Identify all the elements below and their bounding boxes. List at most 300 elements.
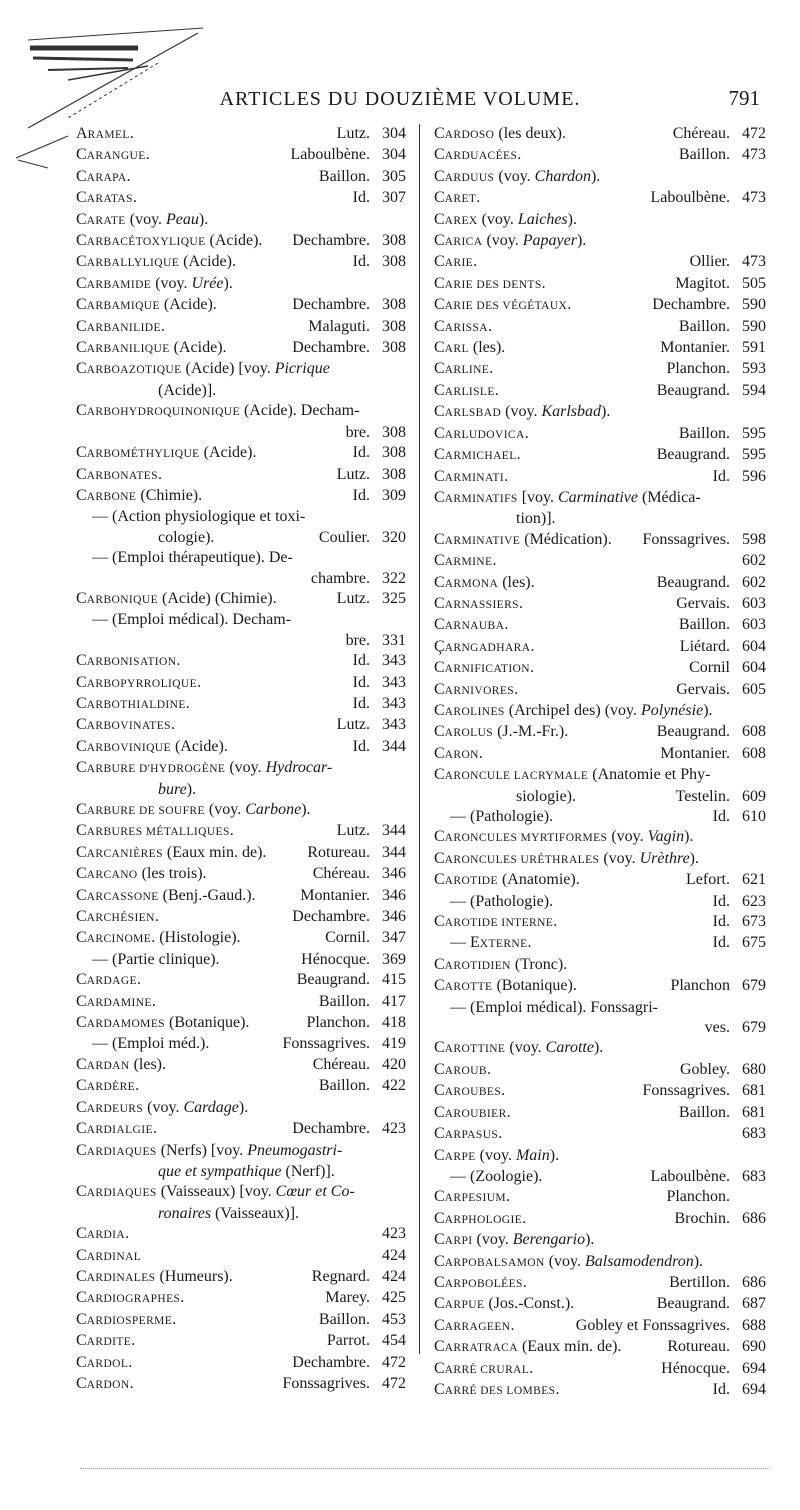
entry-author: Beaugrand. (296, 971, 370, 989)
entry-author: Id. (712, 1380, 730, 1398)
index-entry-line (434, 787, 766, 807)
index-entry-line (76, 1162, 406, 1182)
entry-heading: CARBONISATION. (76, 652, 181, 670)
entry-page-number: 331 (382, 631, 406, 649)
index-entry (434, 145, 766, 166)
entry-author: Cornil. (325, 929, 370, 947)
entry-heading: CAROUBES. (434, 1082, 506, 1100)
index-entry-line (76, 465, 406, 486)
entry-author: Coulier. (318, 528, 370, 546)
entry-heading: — (Emploi thérapeutique). De- (92, 549, 293, 567)
index-entry (434, 252, 766, 273)
index-entry-line (434, 551, 766, 572)
entry-heading: CARNIVORES. (434, 680, 519, 698)
entry-author: Rotureau. (667, 1338, 730, 1356)
entry-heading: CARMINATIFS [voy. Carminative (Médica- (434, 488, 701, 506)
index-entry (434, 1124, 766, 1145)
index-entry-line (76, 1182, 406, 1203)
index-entry (434, 701, 766, 722)
index-entry (76, 673, 406, 694)
entry-page-number: 603 (742, 616, 766, 634)
index-entry-line (434, 615, 766, 636)
entry-heading: CARBOMÉTHYLIQUE (Acide). (76, 444, 257, 462)
index-entry (76, 274, 406, 295)
entry-page-number: 686 (742, 1209, 766, 1227)
entry-heading: CARDINAL (76, 1246, 142, 1264)
index-entry-line (434, 976, 766, 997)
index-entry-line (434, 680, 766, 701)
index-entry-line (434, 167, 766, 188)
index-entry-line (434, 1060, 766, 1081)
entry-page-number: 343 (382, 652, 406, 670)
entry-author: Id. (352, 253, 370, 271)
entry-author: Dechambre. (652, 296, 730, 314)
entry-heading: CARDIALGIE. (76, 1120, 157, 1138)
index-entry (434, 1380, 766, 1401)
entry-page-number: 621 (742, 871, 766, 889)
entry-heading: — (Pathologie). (450, 892, 554, 910)
index-entry-line (76, 673, 406, 694)
entry-heading: CARONCULE LACRYMALE (Anatomie et Phy- (434, 766, 711, 784)
entry-author: Planchon. (666, 1188, 730, 1206)
entry-page-number: 673 (742, 913, 766, 931)
entry-heading: CARBANILIQUE (Acide). (76, 339, 227, 357)
index-entry-line (76, 1098, 406, 1119)
entry-page-number: 473 (742, 253, 766, 271)
entry-author: Beaugrand. (656, 381, 730, 399)
entry-heading: CARLSBAD (voy. Karlsbad). (434, 403, 611, 421)
index-entry-line (434, 317, 766, 338)
index-entry (434, 1146, 766, 1167)
index-entry-line (434, 658, 766, 679)
entry-author: Id. (352, 694, 370, 712)
entry-heading: CARNAUBA. (434, 616, 509, 634)
index-entry-line (76, 1055, 406, 1076)
entry-heading: CARPESIUM. (434, 1188, 511, 1206)
index-entry (434, 827, 766, 848)
index-entry-line (434, 188, 766, 209)
entry-author: Dechambre. (292, 232, 370, 250)
entry-page-number: 694 (742, 1380, 766, 1398)
index-entry (434, 998, 766, 1039)
entry-heading: CARBOPYRROLIQUE. (76, 673, 202, 691)
index-entry-line (76, 1267, 406, 1288)
index-entry-line (76, 145, 406, 166)
index-entry-line (434, 252, 766, 273)
index-entry (76, 886, 406, 907)
index-entry-line (434, 231, 766, 252)
entry-page-number: 602 (742, 573, 766, 591)
entry-author: Dechambre. (292, 908, 370, 926)
index-entry-line (434, 467, 766, 488)
index-entry-line (434, 1294, 766, 1315)
index-entry (76, 800, 406, 821)
entry-heading: CARET. (434, 189, 481, 207)
entry-author: Liétard. (679, 637, 730, 655)
entry-author: Montanier. (300, 886, 370, 904)
index-entry (434, 1167, 766, 1187)
index-entry (434, 295, 766, 316)
entry-page-number: 596 (742, 467, 766, 485)
entry-page-number: 473 (742, 189, 766, 207)
index-entry (434, 1209, 766, 1230)
entry-heading: CARDIAQUES (Vaisseaux) [voy. Cœur et Co- (76, 1183, 355, 1201)
entry-heading: CARMINE. (434, 552, 497, 570)
entry-author: Gobley. (679, 1060, 730, 1078)
index-entry-line (76, 694, 406, 715)
index-entry (76, 1119, 406, 1140)
index-entry (434, 530, 766, 551)
index-entry (76, 1267, 406, 1288)
entry-heading: CARDOL. (76, 1353, 133, 1371)
index-entry-line (76, 1246, 406, 1267)
entry-author: Beaugrand. (656, 573, 730, 591)
index-entry (434, 424, 766, 445)
entry-page-number: 594 (742, 381, 766, 399)
index-entry (76, 252, 406, 273)
index-entry-line (76, 507, 406, 527)
index-entry (76, 1013, 406, 1034)
index-entry-line (76, 295, 406, 316)
index-entry-line (434, 1359, 766, 1380)
entry-author: Gervais. (676, 680, 730, 698)
index-entry-line (434, 1103, 766, 1124)
index-entry (76, 737, 406, 758)
entry-heading: CARDIAQUES (Nerfs) [voy. Pneumogastri- (76, 1141, 343, 1159)
entry-page-number: 598 (742, 530, 766, 548)
entry-author: Baillon. (678, 146, 730, 164)
entry-page-number: 424 (382, 1267, 406, 1285)
entry-heading: que et sympathique (Nerf)]. (158, 1162, 335, 1180)
index-entry (76, 970, 406, 991)
entry-page-number: 593 (742, 360, 766, 378)
entry-heading: CARCHÉSIEN. (76, 908, 159, 926)
index-entry-line (434, 530, 766, 551)
entry-page-number: 424 (382, 1246, 406, 1264)
entry-author: Planchon. (306, 1014, 370, 1032)
index-entry-line (434, 765, 766, 786)
entry-author: Brochin. (674, 1209, 730, 1227)
entry-heading: CARIE DES VÉGÉTAUX. (434, 296, 572, 314)
index-entry (76, 821, 406, 842)
index-entry (76, 1182, 406, 1224)
index-entry (434, 167, 766, 188)
entry-author: Beaugrand. (656, 723, 730, 741)
index-entry (76, 338, 406, 359)
entry-page-number: 322 (382, 569, 406, 587)
index-entry-line (434, 1380, 766, 1401)
entry-page-number: 418 (382, 1014, 406, 1032)
entry-heading: siologie). (516, 787, 576, 805)
entry-page-number: 346 (382, 886, 406, 904)
index-entry (76, 465, 406, 486)
entry-heading: CARPOBOLÉES. (434, 1273, 527, 1291)
entry-author: Hénocque. (301, 950, 370, 968)
entry-page-number: 595 (742, 424, 766, 442)
index-entry-line (76, 124, 406, 145)
index-entry-line (434, 424, 766, 445)
index-entry-line (434, 295, 766, 316)
index-entry-line (434, 955, 766, 976)
entry-heading: CAROTIDE (Anatomie). (434, 871, 580, 889)
index-entry-line (434, 1081, 766, 1102)
entry-page-number: 369 (382, 950, 406, 968)
entry-heading: (Acide)]. (158, 381, 217, 399)
index-entry (434, 445, 766, 466)
entry-author: Id. (712, 808, 730, 825)
entry-heading: — (Emploi médical). Fonssagri- (450, 998, 658, 1016)
index-entry-line (76, 188, 406, 209)
index-entry-line (434, 1252, 766, 1273)
index-entry-line (76, 970, 406, 991)
index-entry (76, 694, 406, 715)
entry-heading: CARLUDOVICA. (434, 424, 529, 442)
entry-author: Chéreau. (312, 1055, 370, 1073)
entry-page-number: 604 (742, 659, 766, 677)
entry-heading: CARDÈRE. (76, 1077, 140, 1095)
index-entry-line (76, 950, 406, 970)
index-entry (434, 1337, 766, 1358)
index-entry (434, 1060, 766, 1081)
entry-page-number: 307 (382, 189, 406, 207)
index-entry-line (76, 821, 406, 842)
entry-author: Hénocque. (661, 1359, 730, 1377)
entry-heading: CARBOVINATES. (76, 716, 175, 734)
index-entry-line (76, 381, 406, 401)
index-entry-line (434, 124, 766, 145)
index-entry-line (76, 423, 406, 443)
index-entry (76, 1141, 406, 1183)
left-index-column (76, 124, 406, 1395)
index-entry (434, 807, 766, 827)
index-entry-line (434, 359, 766, 380)
entry-heading: CARATE (voy. Peau). (76, 210, 209, 228)
entry-page-number: 681 (742, 1103, 766, 1121)
entry-page-number: 304 (382, 146, 406, 164)
entry-author: Dechambre. (292, 339, 370, 357)
entry-page-number: 680 (742, 1060, 766, 1078)
index-entry (434, 955, 766, 976)
entry-author: Marey. (325, 1289, 370, 1307)
index-entry-line (434, 1337, 766, 1358)
entry-heading: CARCANO (les trois). (76, 865, 207, 883)
entry-author: Fonssagrives. (282, 1374, 370, 1392)
entry-author: Id. (712, 892, 730, 910)
index-entry-line (434, 509, 766, 529)
index-entry-line (76, 486, 406, 507)
entry-author: Laboulbène. (650, 189, 730, 207)
entry-page-number: 679 (742, 1019, 766, 1037)
entry-author: Baillon. (678, 616, 730, 634)
entry-author: Laboulbène. (650, 1167, 730, 1185)
index-entry (434, 467, 766, 488)
entry-author: Testelin. (675, 787, 730, 805)
entry-page-number: 308 (382, 296, 406, 314)
entry-author: Malaguti. (308, 317, 370, 335)
entry-heading: — (Partie clinique). (92, 950, 220, 968)
index-entry (434, 1294, 766, 1315)
entry-page-number: 590 (742, 296, 766, 314)
index-entry (76, 1331, 406, 1352)
entry-heading: CARIE DES DENTS. (434, 274, 546, 292)
entry-heading: CARDIA. (76, 1225, 130, 1243)
entry-heading: CARRAGEEN. (434, 1316, 515, 1334)
index-entry (434, 551, 766, 572)
entry-author: Cornil (689, 659, 730, 677)
entry-author: Baillon. (318, 1077, 370, 1095)
entry-author: Baillon. (318, 167, 370, 185)
entry-page-number: 609 (742, 787, 766, 805)
entry-author: Lutz. (336, 822, 370, 840)
index-entry (76, 1374, 406, 1395)
entry-author: Chéreau. (672, 125, 730, 142)
index-entry-line (434, 744, 766, 765)
index-entry (434, 274, 766, 295)
entry-page-number: 591 (742, 339, 766, 357)
index-entry (434, 317, 766, 338)
entry-page-number: 472 (742, 125, 766, 142)
entry-author: Id. (352, 444, 370, 462)
index-entry (76, 145, 406, 166)
entry-page-number: 423 (382, 1120, 406, 1138)
entry-author: Fonssagrives. (642, 530, 730, 548)
entry-page-number: 683 (742, 1125, 766, 1143)
entry-heading: CARNASSIERS. (434, 594, 523, 612)
index-entry-line (76, 338, 406, 359)
index-entry (434, 124, 766, 145)
entry-heading: CARPI (voy. Berengario). (434, 1231, 595, 1249)
index-entry (76, 1076, 406, 1097)
index-entry-line (76, 737, 406, 758)
entry-heading: CARONCULES MYRTIFORMES (voy. Vagin). (434, 828, 694, 846)
index-entry (434, 1038, 766, 1059)
entry-author: Lutz. (336, 125, 370, 142)
entry-heading: CARDON. (76, 1374, 134, 1392)
entry-author: Beaugrand. (656, 446, 730, 464)
index-entry-line (434, 637, 766, 658)
index-entry-line (76, 1141, 406, 1162)
entry-heading: CARBONIQUE (Acide) (Chimie). (76, 589, 277, 607)
index-entry-line (434, 1187, 766, 1208)
entry-heading: CARRATRACA (Eaux min. de). (434, 1338, 622, 1356)
index-entry (434, 381, 766, 402)
index-entry-line (76, 1034, 406, 1054)
entry-heading: CARNIFICATION. (434, 659, 534, 677)
entry-page-number: 320 (382, 528, 406, 546)
index-entry (76, 231, 406, 252)
entry-heading: — EXTERNE. (450, 934, 532, 952)
index-entry (434, 231, 766, 252)
entry-heading: — (Pathologie). (450, 808, 554, 825)
entry-author: Id. (712, 934, 730, 952)
entry-heading: ARAMEL. (76, 125, 134, 142)
entry-heading: — (Emploi médical). Decham- (92, 611, 292, 629)
index-entry (76, 210, 406, 231)
entry-page-number: 679 (742, 977, 766, 995)
index-entry-line (434, 573, 766, 594)
entry-heading: ÇARNGADHARA. (434, 637, 535, 655)
entry-heading: CAROUBIER. (434, 1103, 511, 1121)
index-entry (76, 548, 406, 589)
entry-heading: bure). (158, 780, 197, 798)
index-entry-line (434, 1230, 766, 1251)
entry-page-number: 415 (382, 971, 406, 989)
index-entry-line (434, 933, 766, 954)
index-entry-line (76, 401, 406, 422)
index-entry (76, 124, 406, 145)
entry-heading: CARMINATIVE (Médication). (434, 530, 612, 548)
index-entry-line (76, 548, 406, 568)
index-entry (76, 295, 406, 316)
entry-heading: CAROTTINE (voy. Carotte). (434, 1039, 604, 1057)
entry-page-number: 603 (742, 594, 766, 612)
entry-author: bre. (345, 631, 370, 649)
entry-heading: CARBACÉTOXYLIQUE (Acide). (76, 232, 263, 250)
index-entry (434, 402, 766, 423)
index-entry-line (434, 1273, 766, 1294)
entry-heading: CARRÉ CRURAL. (434, 1359, 534, 1377)
index-entry-line (434, 998, 766, 1018)
entry-page-number: 590 (742, 317, 766, 335)
index-entry (76, 715, 406, 736)
entry-heading: CARPHOLOGIE. (434, 1209, 527, 1227)
entry-page-number: 690 (742, 1338, 766, 1356)
index-entry-line (434, 210, 766, 231)
entry-heading: CARMONA (les). (434, 573, 535, 591)
index-entry (434, 765, 766, 807)
index-entry-line (434, 402, 766, 423)
entry-heading: CARBOAZOTIQUE (Acide) [voy. Picrique (76, 360, 330, 378)
index-entry (434, 1187, 766, 1208)
index-entry-line (76, 210, 406, 231)
entry-heading: CARDOSO (les deux). (434, 125, 566, 142)
index-entry-line (76, 359, 406, 380)
entry-author: Laboulbène. (290, 146, 370, 164)
entry-heading: CAROTIDE INTERNE. (434, 913, 558, 931)
index-entry-line (434, 1038, 766, 1059)
entry-author: Id. (712, 467, 730, 485)
index-entry (76, 1224, 406, 1245)
entry-heading: CARANGUE. (76, 146, 150, 164)
entry-page-number: 608 (742, 723, 766, 741)
index-entry (76, 1310, 406, 1331)
index-entry-line (434, 870, 766, 891)
entry-heading: CARDAMINE. (76, 992, 156, 1010)
index-entry (434, 849, 766, 870)
entry-heading: CARBOHYDROQUINONIQUE (Acide). Decham- (76, 402, 360, 420)
index-entry-line (434, 807, 766, 827)
entry-author: Baillon. (318, 992, 370, 1010)
page-title: ARTICLES DU DOUZIÈME VOLUME. (219, 88, 581, 110)
entry-author: Beaugrand. (656, 1295, 730, 1313)
entry-author: Montanier. (660, 339, 730, 357)
entry-author: Baillon. (678, 1103, 730, 1121)
entry-page-number: 343 (382, 716, 406, 734)
entry-author: Lefort. (686, 871, 730, 889)
index-entry (434, 1273, 766, 1294)
page-number: 791 (728, 86, 760, 110)
entry-heading: CARCANIÈRES (Eaux min. de). (76, 843, 267, 861)
index-entry-line (434, 1167, 766, 1187)
entry-author: Chéreau. (312, 865, 370, 883)
index-entry (434, 488, 766, 530)
index-entry-line (76, 231, 406, 252)
entry-page-number: 422 (382, 1077, 406, 1095)
entry-page-number: 454 (382, 1332, 406, 1350)
index-entry (434, 1359, 766, 1380)
index-entry-line (76, 907, 406, 928)
index-entry-line (76, 1310, 406, 1331)
